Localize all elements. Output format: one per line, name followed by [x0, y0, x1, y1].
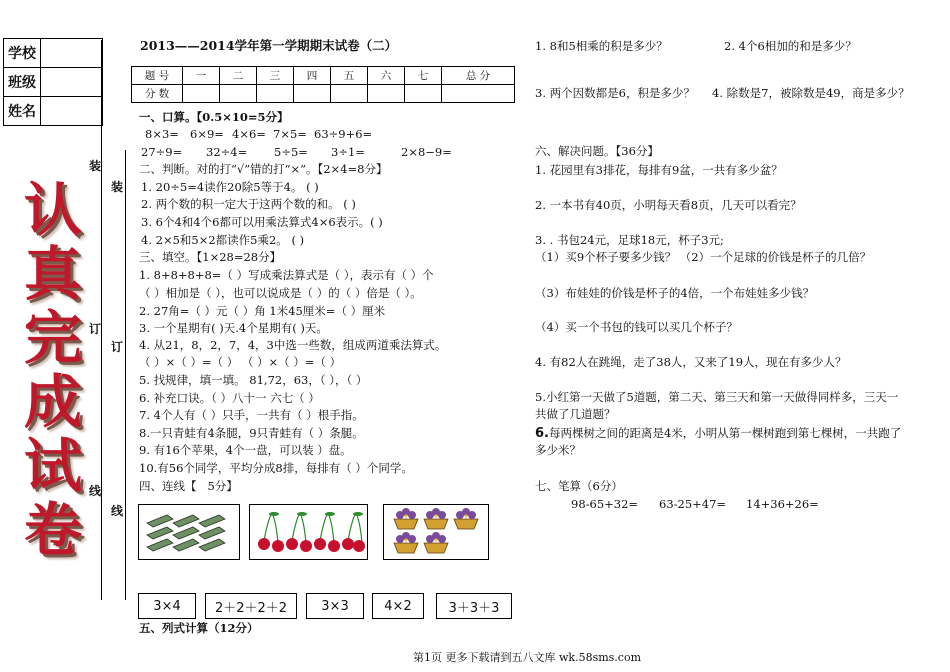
oral-calc-item: 7×5=: [273, 127, 307, 141]
binding-line-outer: [101, 40, 102, 600]
calc-question-1: 1. 8和5相乘的积是多少？: [535, 39, 668, 53]
score-value-row: [132, 85, 515, 103]
calc-question-2: 2. 4个6相加的和是多少？: [724, 39, 857, 53]
score-header-cell: 题 号: [132, 67, 183, 85]
score-header-cell: 总 分: [442, 67, 515, 85]
fill-item: 9. 有16个苹果，4个一盘，可以装 ）盘。: [139, 443, 352, 457]
class-row: [4, 68, 102, 97]
oral-calc-item: 2×8−9=: [401, 145, 452, 159]
class-field[interactable]: [41, 68, 102, 96]
score-cell[interactable]: [368, 85, 405, 103]
problem-1: 1. 花园里有3排花，每排有9盆，一共有多少盆？: [535, 163, 783, 177]
score-header-cell: 二: [220, 67, 257, 85]
expression-box[interactable]: 3×4: [138, 593, 196, 619]
score-cell[interactable]: [257, 85, 294, 103]
judge-item-3: 3. 6个4和4个6都可以用乘法算式4×6表示。( ): [141, 215, 383, 229]
problem-3-part-3: （3）布娃娃的价钱是杯子的4倍，一个布娃娃多少钱？: [535, 286, 815, 300]
score-cell[interactable]: [294, 85, 331, 103]
fill-item: 8.一只青蛙有4条腿，9只青蛙有（ ）条腿。: [139, 426, 364, 440]
section-5-heading: 五、列式计算（12分）: [139, 621, 259, 635]
exam-title: 2013——2014学年第一学期期末试卷（二）: [140, 38, 398, 53]
expression-box[interactable]: 2＋2＋2＋2: [205, 593, 297, 619]
oral-calc-item: 6×9=: [190, 127, 224, 141]
fill-item: 6. 补充口诀。（ ）八十一 六七（ ）: [139, 391, 320, 405]
problem-3-part-4: （4）买一个书包的钱可以买几个杯子？: [535, 320, 738, 334]
score-cell[interactable]: [331, 85, 368, 103]
written-calc-2: 63-25+47=: [659, 497, 727, 511]
fill-item: 4. 从21，8，2，7，4，3中选一些数，组成两道乘法算式。: [139, 338, 447, 352]
oral-calc-item: 32÷4=: [206, 145, 248, 159]
binding-mark-2: 装: [111, 180, 124, 194]
problem-6-text: 每两棵树之间的距离是4米，小明从第一棵树跑到第七棵树，一共跑了: [548, 426, 902, 440]
fill-item: 1. 8+8+8+8=（ ）写成乘法算式是（ ），表示有（ ）个: [139, 268, 434, 282]
side-char-4: 成: [23, 368, 82, 436]
expression-box[interactable]: 3×3: [306, 593, 364, 619]
section-3-heading: 三、填空。【1×28=28分】: [139, 250, 282, 264]
binding-mark-3: 订: [89, 322, 102, 336]
oral-calc-item: 8×3=: [145, 127, 179, 141]
side-char-1: 认: [23, 176, 82, 244]
fill-item: 2. 27角=（ ）元（ ）角 1米45厘米=（ ）厘米: [139, 304, 386, 318]
class-label: 班级: [4, 68, 41, 96]
score-header-cell: 三: [257, 67, 294, 85]
section-4-heading: [139, 479, 238, 493]
score-header-row: [132, 67, 515, 85]
eraser-icon-group: [139, 505, 239, 559]
problem-5-line-1: 5.小红第一天做了5道题，第二天、第三天和第一天做得同样多，三天一: [535, 390, 899, 404]
section-4-heading-a: 四、连线【: [139, 479, 197, 493]
fill-item: 3. 一个星期有( )天.4个星期有( )天。: [139, 321, 328, 335]
section-1-heading: 一、口算。【0.5×10=5分】: [139, 110, 289, 124]
judge-item-1: 1. 20÷5=4读作20除5等于4。 ( ): [141, 180, 319, 194]
binding-mark-4: 订: [111, 340, 124, 354]
side-char-2: 真: [23, 240, 82, 308]
fill-item: （ ）×（ ）=（ ） （ ）×（ ）=（ ）: [139, 355, 342, 369]
section-7-heading: 七、笔算（6分）: [535, 479, 623, 493]
judge-item-4: 4. 2×5和5×2都读作5乘2。 ( ): [141, 233, 305, 247]
fill-item: 7. 4个人有（ ）只手，一共有（ ）根手指。: [139, 408, 364, 422]
name-field[interactable]: [41, 97, 102, 125]
expression-box[interactable]: 3＋3＋3: [436, 593, 512, 619]
name-label: 姓名: [4, 97, 41, 125]
score-header-cell: 七: [405, 67, 442, 85]
score-cell[interactable]: [442, 85, 515, 103]
fill-item: 10.有56个同学，平均分成8排，每排有（ ）个同学。: [139, 461, 413, 475]
oral-calc-item: 4×6=: [232, 127, 266, 141]
side-char-6: 卷: [23, 496, 82, 564]
fill-item: （ ）相加是（ ），也可以说成是（ ）的（ ）倍是（ ）。: [139, 286, 422, 300]
binding-mark-6: 线: [111, 504, 124, 518]
problem-6-line-2: 多少米？: [535, 443, 581, 457]
oral-calc-item: 27÷9=: [141, 145, 183, 159]
picture-box-erasers: [138, 504, 240, 560]
problem-3: 3. . 书包24元，足球18元，杯子3元;: [535, 233, 724, 247]
fill-item: 5. 找规律，填一填。 81,72，63，（ ），（ ）: [139, 373, 368, 387]
score-header-cell: 六: [368, 67, 405, 85]
score-header-cell: 四: [294, 67, 331, 85]
judge-item-2: 2. 两个数的积一定大于这两个数的和。 ( ): [141, 197, 356, 211]
binding-mark-5: 线: [89, 484, 102, 498]
name-row: [4, 97, 102, 125]
score-cell[interactable]: [405, 85, 442, 103]
problem-4: 4. 有82人在跳绳，走了38人，又来了19人，现在有多少人？: [535, 355, 847, 369]
expression-box[interactable]: 4×2: [372, 593, 424, 619]
oral-calc-item: 63÷9+6=: [314, 127, 373, 141]
score-cell[interactable]: [183, 85, 220, 103]
problem-2: 2. 一本书有40页，小明每天看8页，几天可以看完？: [535, 198, 802, 212]
cherry-icon-group: [250, 505, 367, 559]
side-char-3: 完: [23, 304, 82, 372]
score-header-cell: 五: [331, 67, 368, 85]
problem-6-number: 6.: [535, 426, 549, 441]
oral-calc-item: 3÷1=: [331, 145, 365, 159]
section-2-heading: 二、判断。对的打“√”错的打“×”。【2×4=8分】: [139, 162, 388, 176]
written-calc-1: 98-65+32=: [571, 497, 639, 511]
oral-calc-item: 5÷5=: [274, 145, 308, 159]
page-footer: 第1页 更多下载请到五八文库 wk.58sms.com: [413, 651, 641, 664]
score-row-label: 分 数: [132, 85, 183, 103]
binding-line-inner: [125, 150, 126, 600]
problem-3-part-1-2: （1）买9个杯子要多少钱？ （2）一个足球的价钱是杯子的几倍？: [535, 250, 872, 264]
cake-icon-group: [384, 505, 488, 559]
section-6-heading: 六、解决问题。【36分】: [535, 144, 659, 158]
binding-mark-1: 装: [89, 159, 102, 173]
school-label: 学校: [4, 39, 41, 67]
score-table: [131, 66, 515, 103]
school-field[interactable]: [41, 39, 102, 67]
calc-question-4: 4. 除数是7，被除数是49，商是多少？: [712, 86, 910, 100]
student-info-box: [3, 38, 103, 126]
score-header-cell: 一: [183, 67, 220, 85]
problem-6-line-1: [535, 426, 901, 441]
score-cell[interactable]: [220, 85, 257, 103]
side-char-5: 试: [23, 432, 82, 500]
problem-5-line-2: 共做了几道题？: [535, 407, 616, 421]
calc-question-3: 3. 两个因数都是6，积是多少？: [535, 86, 695, 100]
picture-box-cakes: [383, 504, 489, 560]
school-row: [4, 39, 102, 68]
written-calc-3: 14+36+26=: [746, 497, 819, 511]
picture-box-cherries: [249, 504, 368, 560]
section-4-heading-b: 5分】: [207, 479, 238, 493]
